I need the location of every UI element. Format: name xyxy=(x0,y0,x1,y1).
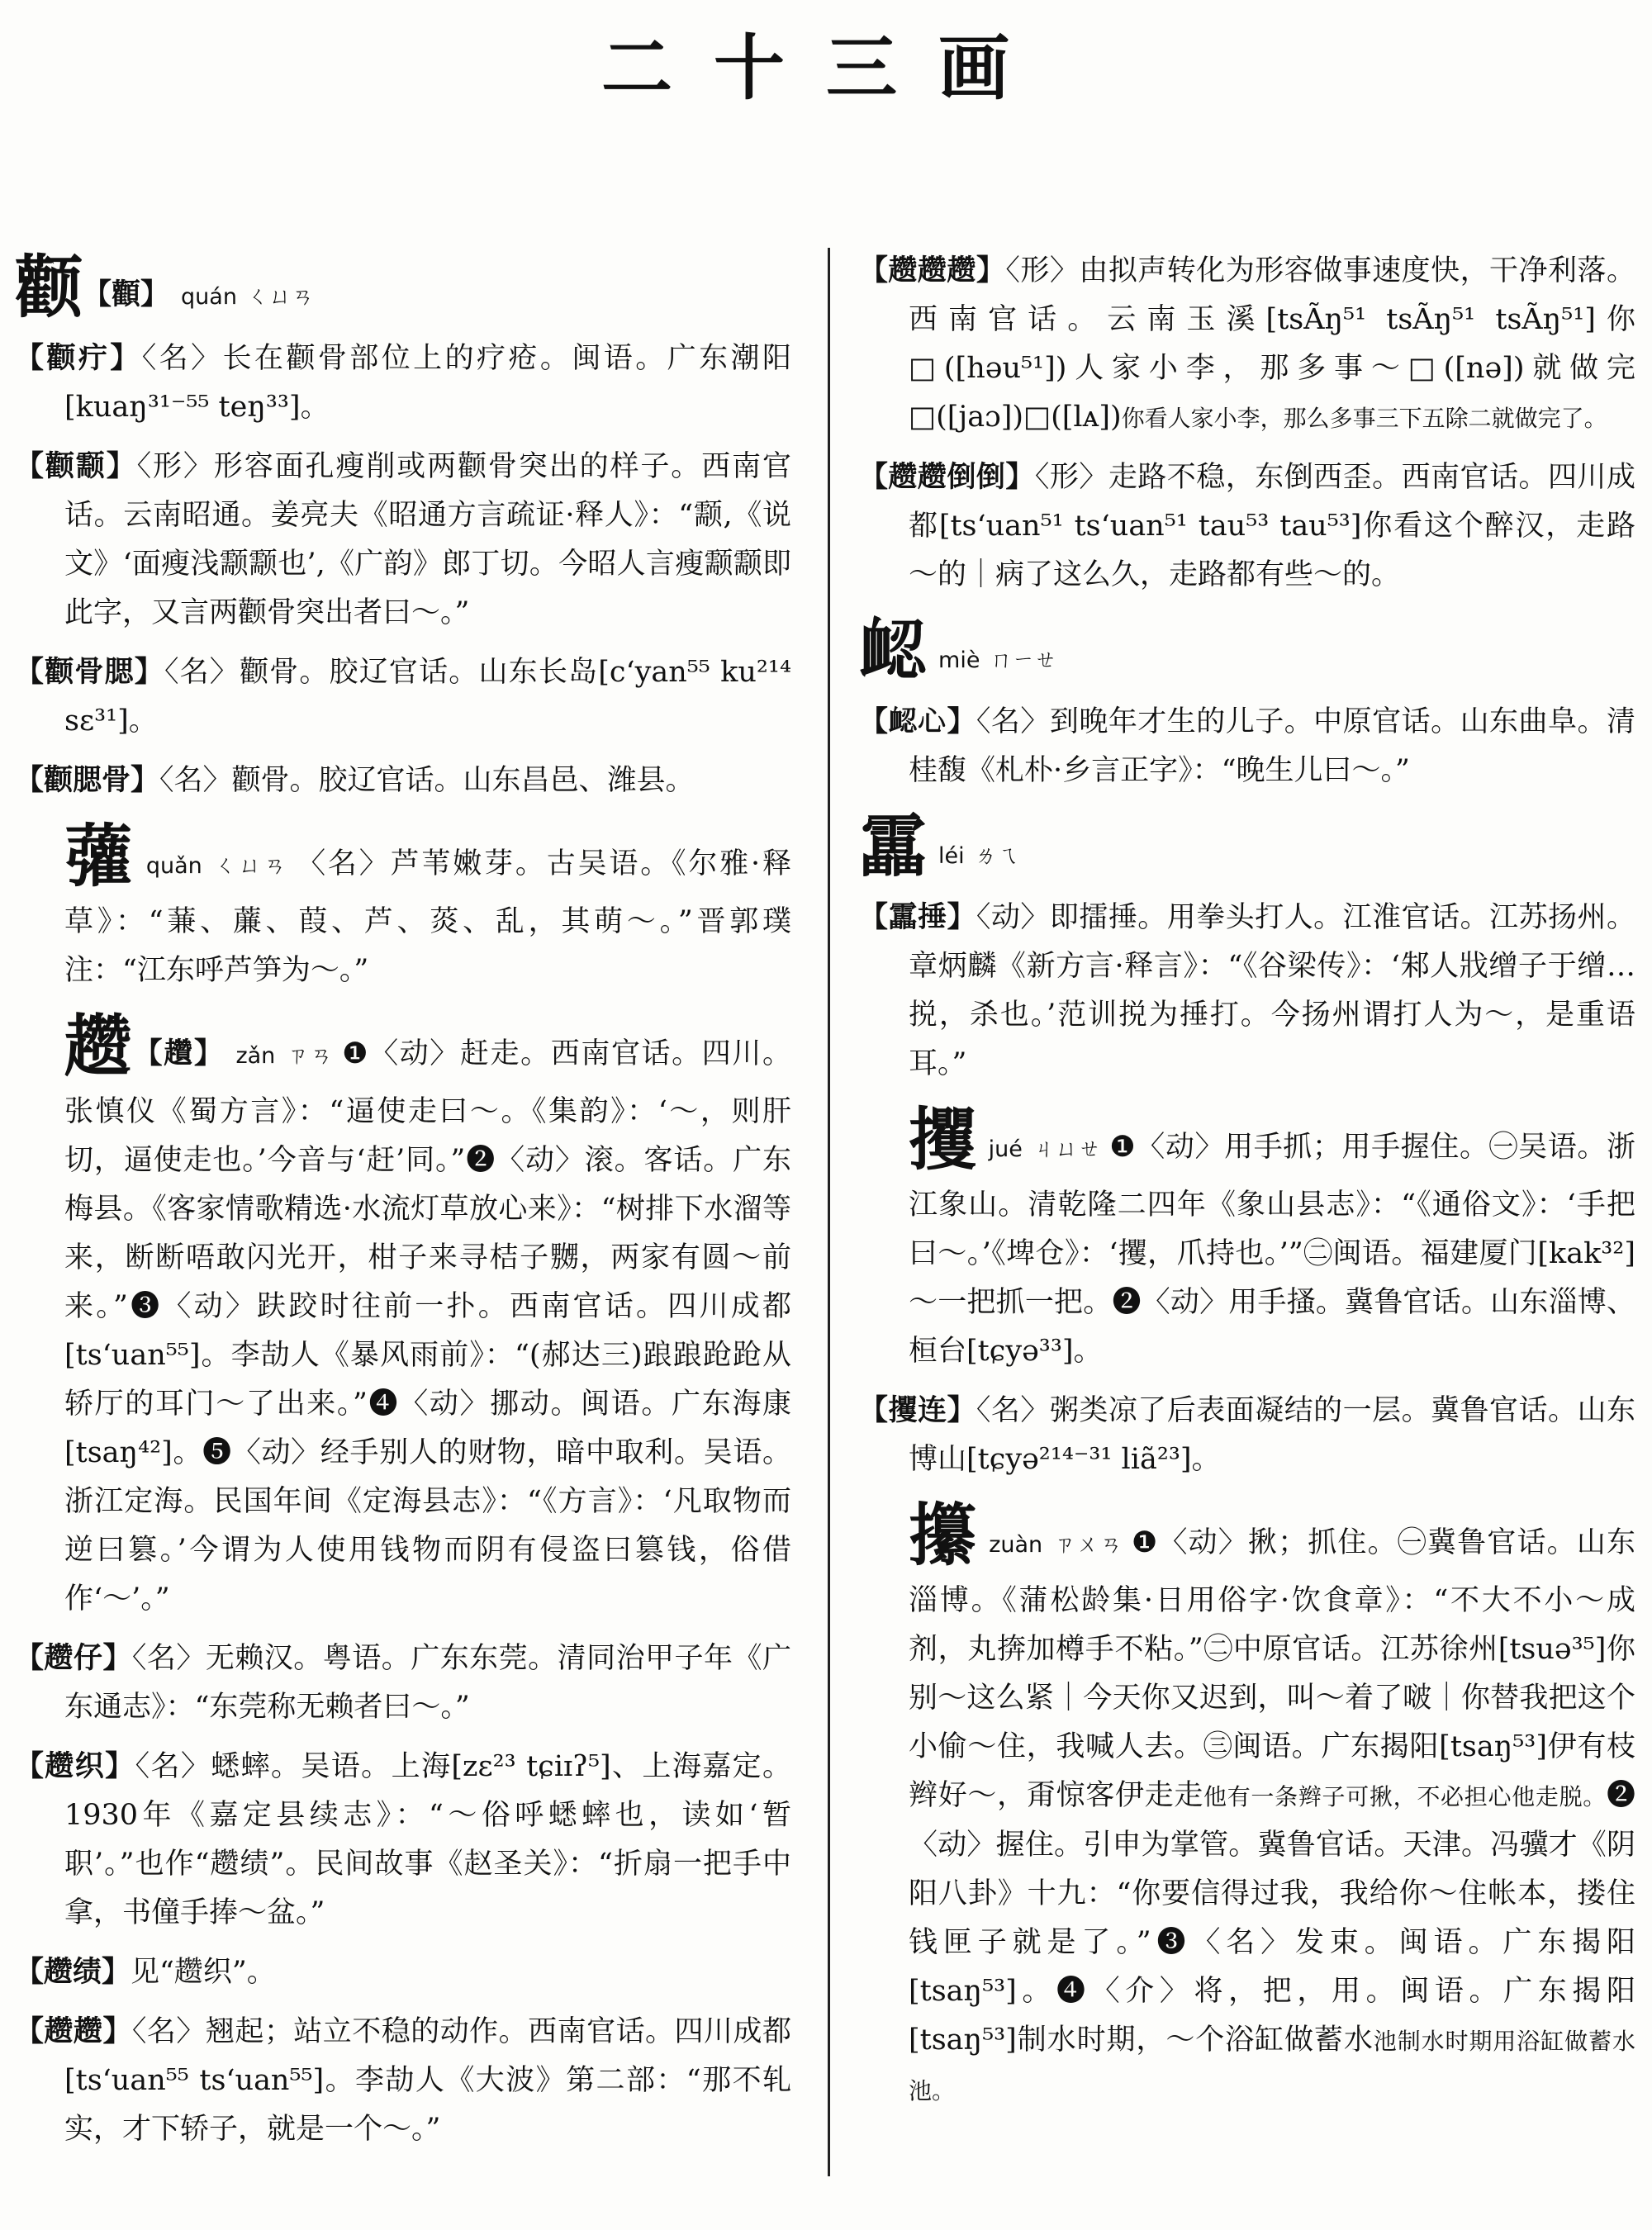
headword-char: 攥 xyxy=(909,1496,978,1575)
entry-headword: 【趱织】 xyxy=(15,1749,135,1783)
left-column xyxy=(15,246,791,2164)
headword-char: 虇 xyxy=(64,817,135,896)
headword-char: 𧖷 xyxy=(859,611,928,690)
headword-entry xyxy=(15,815,791,995)
entry-text: ❶〈动〉赶走。西南官话。四川。张慎仪《蜀方言》：“逼使走曰～。《集韵》：‘～，则肝切，逼使走也。’今音与‘赶’同。”❷〈动〉滚。客话。广东梅县。《客家情歌精选·水流灯草放心来》：“树排下水溜等来，断断唔敢闪光开，柑子来寻桔子嬲，两家有圆～前来。”❸〈动〉趺跤时往前一扑。西南官话。四川成都[ts‘uan⁵⁵]。李劼人《暴风雨前》：“(郝达三)踉踉跄跄从轿厅的耳门～了出来。”❹〈动〉挪动。闽语。广东海康[tsaŋ⁴²]。❺〈动〉经手别人的财物，暗中取利。吴语。浙江定海。民国年间《定海县志》：“《方言》：‘凡取物而逆曰篡。’今谓为人使用钱物而阴有侵盗曰篡钱，俗借作‘～’。” xyxy=(64,1037,791,1616)
entry-text: 〈名〉芦苇嫩芽。古吴语。《尔雅·释草》：“蒹、薕、葭、芦、菼、乱，其萌～。”晋郭璞注：“江东呼芦笋为～。” xyxy=(64,847,791,987)
pinyin: léi xyxy=(938,843,965,869)
zhuyin: ㄑㄩㄢ xyxy=(211,853,289,879)
entry-text: 〈形〉由拟声转化为形容做事速度快，干净利落。西南官话。云南玉溪[tsÃŋ⁵¹ tsÃŋ⁵¹ tsÃŋ⁵¹]你□([həu⁵¹])人家小李，那多事～□([nə])就做完□([jaɔ])□([lᴀ]) xyxy=(909,254,1635,434)
dictionary-entry xyxy=(15,2007,791,2154)
headword-row xyxy=(859,610,1635,692)
dictionary-entry xyxy=(859,453,1635,600)
entry-headword: 【趱趱】 xyxy=(15,2014,132,2048)
entry-headword: 【靁捶】 xyxy=(859,900,976,934)
zhuyin: ㄗㄨㄢ xyxy=(1052,1532,1123,1558)
entry-headword: 【颧颥】 xyxy=(15,449,137,483)
entry-text: 〈名〉无赖汉。粤语。广东东莞。清同治甲子年《广东通志》：“东莞称无赖者曰～。” xyxy=(64,1642,791,1724)
zhuyin: ㄇㄧㄝ xyxy=(990,648,1057,673)
pinyin: jué xyxy=(988,1136,1023,1162)
page-title: 二十三画 xyxy=(601,26,1051,110)
dictionary-entry xyxy=(15,1634,791,1732)
dictionary-entry xyxy=(15,442,791,638)
pinyin: miè xyxy=(938,648,980,673)
headword-char: 趱 xyxy=(64,1007,134,1086)
zhuyin: ㄐㄩㄝ xyxy=(1032,1136,1102,1162)
entry-text: 〈名〉颧骨。胶辽官话。山东长岛[c‘yan⁵⁵ ku²¹⁴ sɛ³¹]。 xyxy=(64,656,791,738)
entry-text: ❶〈动〉揪；抓住。㊀冀鲁官话。山东淄博。《蒲松龄集·日用俗字·饮食章》：“不大不小～成剂，丸捹加樽手不粘。”㊁中原官话。江苏徐州[tsuə³⁵]你别～这么紧｜今天你又迟到，叫～着了啵｜你替我把这个小偷～住，我喊人去。㊂闽语。广东揭阳[tsaŋ⁵³]伊有枝辫好～，甭惊客伊走走 xyxy=(909,1526,1635,1812)
zhuyin: ㄗㄢ xyxy=(285,1043,335,1069)
dictionary-entry xyxy=(15,756,791,805)
entry-headword: 【颧骨腮】 xyxy=(15,655,164,689)
headword-char: 颧 xyxy=(15,248,83,327)
entry-text: ❶〈动〉用手抓；用手握住。㊀吴语。浙江象山。清乾隆二四年《象山县志》：“《通俗文》：‘手把曰～。’《埤仓》：‘攫，爪持也。’”㊁闽语。福建厦门[kak³²]～一把抓一把。❷〈动〉用手搔。冀鲁官话。山东淄博、桓台[tɕyə³³]。 xyxy=(909,1131,1635,1368)
entry-text: ❷〈动〉握住。引申为掌管。冀鲁官话。天津。冯骥才《阴阳八卦》十九：“你要信得过我，我给你～住帐本，搂住钱匣子就是了。”❸〈名〉发束。闽语。广东揭阳[tsaŋ⁵³]。❹〈介〉将，把，用。闽语。广东揭阳[tsaŋ⁵³]制水时期，～个浴缸做蓄水 xyxy=(909,1779,1635,2057)
entry-text: 〈形〉形容面孔瘦削或两颧骨突出的样子。西南官话。云南昭通。姜亮夫《昭通方言疏证·释人》：“颥,《说文》‘面瘦浅颥颥也’,《广韵》郎丁切。今昭人言瘦颥颥即此字，又言两颧骨突出者曰～。” xyxy=(64,450,791,629)
pinyin: zuàn xyxy=(989,1532,1043,1558)
entry-text: 〈名〉长在颧骨部位上的疗疮。闽语。广东潮阳[kuaŋ³¹⁻⁵⁵ teŋ³³]。 xyxy=(64,342,791,424)
headword-entry xyxy=(859,1494,1635,2115)
dictionary-entry xyxy=(859,697,1635,795)
dictionary-entry xyxy=(859,1386,1635,1484)
headword-entry xyxy=(15,1005,791,1624)
pinyin: quán xyxy=(181,284,237,310)
entry-text: 〈动〉即擂捶。用拳头打人。江淮官话。江苏扬州。章炳麟《新方言·释言》：“《谷梁传》：‘邾人戕缯子于缯…捝，杀也。’范训捝为捶打。今扬州谓打人为～，是重语耳。” xyxy=(909,901,1635,1080)
entry-headword: 【𧖷心】 xyxy=(859,705,976,738)
entry-text: 〈名〉粥类凉了后表面凝结的一层。冀鲁官话。山东博山[tɕyə²¹⁴⁻³¹ liã²³]。 xyxy=(909,1394,1635,1476)
headword-row xyxy=(15,246,791,329)
headword-row xyxy=(859,805,1635,888)
entry-headword: 【趱绩】 xyxy=(15,1955,131,1989)
dictionary-entry xyxy=(15,1742,791,1938)
dictionary-entry xyxy=(859,246,1635,443)
entry-headword: 【趱仔】 xyxy=(15,1641,132,1675)
column-divider xyxy=(828,248,830,2176)
entry-text: 见“趱织”。 xyxy=(131,1956,276,1989)
entry-gloss: 你看人家小李，那么多事三下五除二就做完了。 xyxy=(1121,405,1607,432)
entry-headword: 【颧腮骨】 xyxy=(15,763,160,797)
zhuyin: ㄌㄟ xyxy=(974,843,1019,869)
headword-char: 攫 xyxy=(909,1100,977,1179)
entry-headword: 【颧疔】 xyxy=(15,341,142,375)
entry-headword: 【趱趱倒倒】 xyxy=(859,460,1035,494)
headword-entry xyxy=(859,1098,1635,1376)
entry-text: 〈形〉走路不稳，东倒西歪。西南官话。四川成都[ts‘uan⁵¹ ts‘uan⁵¹ tau⁵³ tau⁵³]你看这个醉汉，走路～的｜病了这么久，走路都有些～的。 xyxy=(909,461,1635,591)
entry-text: 〈名〉颧骨。胶辽官话。山东昌邑、潍县。 xyxy=(159,764,695,797)
entry-gloss: 他有一条辫子可揪，不必担心他走脱。 xyxy=(1203,1783,1607,1810)
pinyin: quǎn xyxy=(145,853,202,879)
entry-gloss: 池制水时期用浴缸做蓄水池。 xyxy=(909,2028,1635,2104)
entry-headword: 【趱趱趱】 xyxy=(859,254,1006,287)
dictionary-entry xyxy=(859,893,1635,1089)
traditional-form: 【顴】 xyxy=(83,278,170,311)
dictionary-entry xyxy=(15,648,791,746)
entry-text: 〈名〉翘起；站立不稳的动作。西南官话。四川成都[ts‘uan⁵⁵ ts‘uan⁵⁵]。李劼人《大波》第二部：“那不轧实，才下轿子，就是一个～。” xyxy=(64,2015,791,2146)
entry-headword: 【攫连】 xyxy=(859,1393,976,1427)
pinyin: zǎn xyxy=(235,1043,276,1069)
right-column xyxy=(859,246,1635,2125)
traditional-form: 【趲】 xyxy=(133,1037,225,1070)
dictionary-entry xyxy=(15,334,791,432)
entry-text: 〈名〉到晚年才生的儿子。中原官话。山东曲阜。清桂馥《札朴·乡言正字》：“晚生儿曰～。” xyxy=(909,705,1635,787)
dictionary-entry xyxy=(15,1948,791,1997)
headword-char: 靁 xyxy=(859,807,928,886)
zhuyin: ㄑㄩㄢ xyxy=(246,284,314,310)
entry-text: 〈名〉蟋蟀。吴语。上海[zɛ²³ tɕiɪʔ⁵]、上海嘉定。1930年《嘉定县续志》：“～俗呼蟋蟀也，读如‘暂职’。”也作“趱绩”。民间故事《赵圣关》：“折扇一把手中拿，书僮手捧～盆。” xyxy=(64,1750,791,1929)
